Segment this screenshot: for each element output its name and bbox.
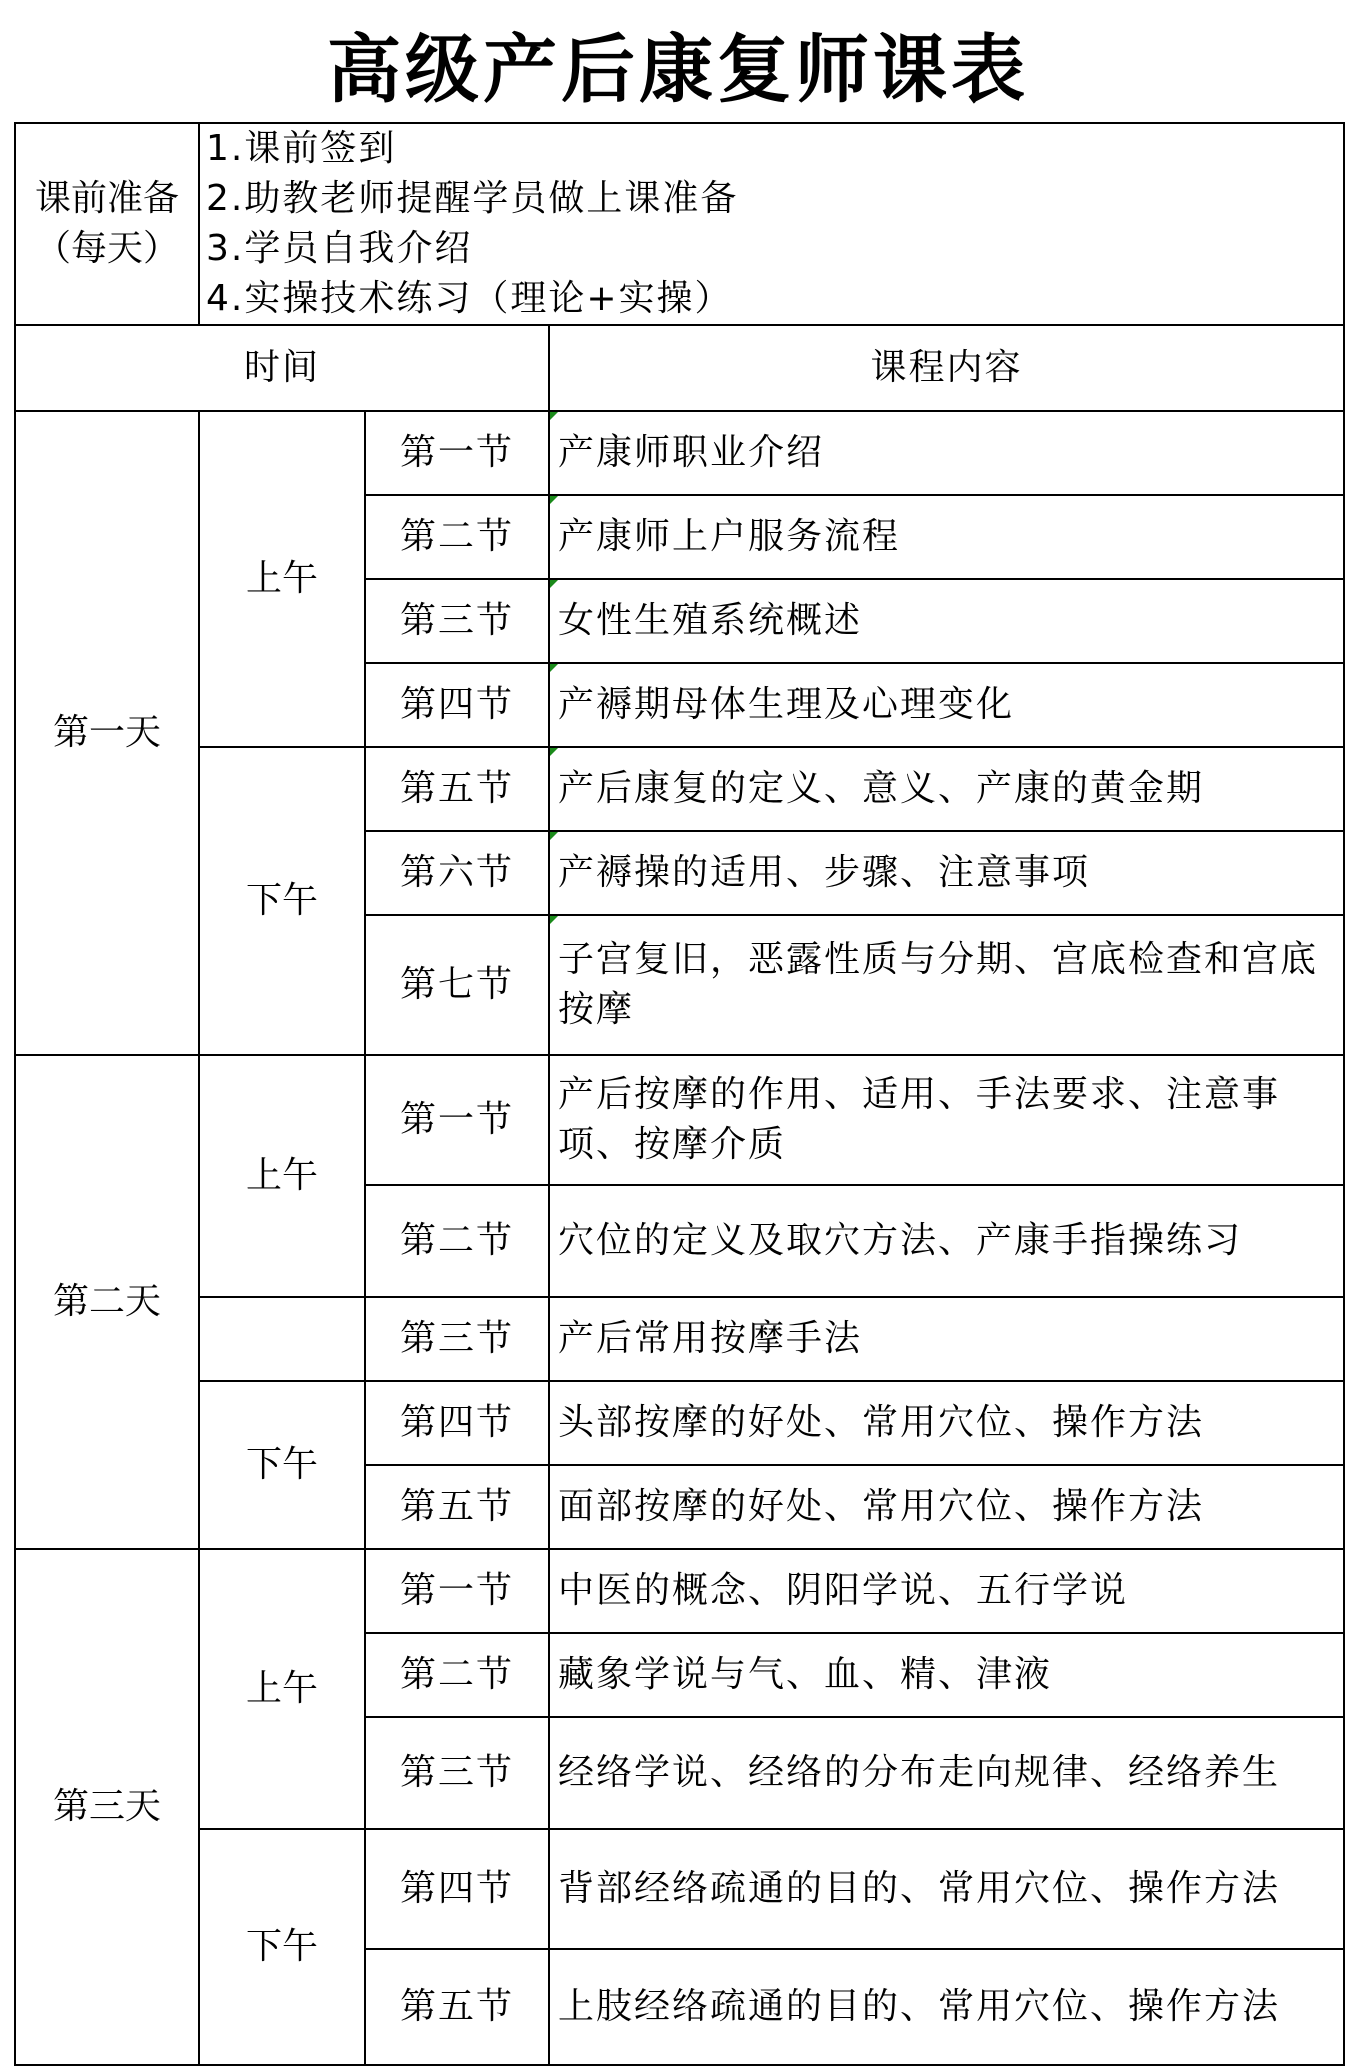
session-name: 第一节	[365, 411, 549, 495]
session-name: 第二节	[365, 495, 549, 579]
session-content: 产褥期母体生理及心理变化	[549, 663, 1344, 747]
period-label: 上午	[199, 411, 365, 747]
session-name: 第三节	[365, 1717, 549, 1829]
session-content: 产康师上户服务流程	[549, 495, 1344, 579]
session-content: 产后常用按摩手法	[549, 1297, 1344, 1381]
session-content: 经络学说、经络的分布走向规律、经络养生	[549, 1717, 1344, 1829]
session-content: 子宫复旧，恶露性质与分期、宫底检查和宫底按摩	[549, 915, 1344, 1055]
prep-item: 1.课前签到	[206, 128, 397, 169]
session-name: 第二节	[365, 1185, 549, 1297]
table-row	[15, 1297, 1344, 1381]
session-name: 第二节	[365, 1633, 549, 1717]
session-content: 女性生殖系统概述	[549, 579, 1344, 663]
prep-list-cell	[199, 123, 1344, 325]
session-name: 第一节	[365, 1055, 549, 1185]
period-label: 下午	[199, 747, 365, 1055]
session-content: 中医的概念、阴阳学说、五行学说	[549, 1549, 1344, 1633]
prep-label-line2: （每天）	[34, 228, 179, 269]
session-content: 上肢经络疏通的目的、常用穴位、操作方法	[549, 1949, 1344, 2065]
table-row	[15, 747, 1344, 831]
prep-row	[15, 123, 1344, 325]
day-label: 第三天	[15, 1549, 199, 2065]
session-name: 第三节	[365, 1297, 549, 1381]
session-content: 产后按摩的作用、适用、手法要求、注意事项、按摩介质	[549, 1055, 1344, 1185]
header-row	[15, 325, 1344, 411]
session-name: 第四节	[365, 1829, 549, 1949]
session-name: 第四节	[365, 1381, 549, 1465]
schedule-table	[14, 122, 1345, 2066]
session-name: 第四节	[365, 663, 549, 747]
prep-label-line1: 课前准备	[34, 178, 179, 219]
period-label: 下午	[199, 1381, 365, 1549]
session-content: 产后康复的定义、意义、产康的黄金期	[549, 747, 1344, 831]
table-row	[15, 1549, 1344, 1633]
session-content: 头部按摩的好处、常用穴位、操作方法	[549, 1381, 1344, 1465]
session-content: 面部按摩的好处、常用穴位、操作方法	[549, 1465, 1344, 1549]
time-header: 时间	[15, 325, 549, 411]
session-name: 第七节	[365, 915, 549, 1055]
session-name: 第三节	[365, 579, 549, 663]
prep-label-cell	[15, 123, 199, 325]
prep-item: 2.助教老师提醒学员做上课准备	[206, 178, 739, 219]
prep-item: 3.学员自我介绍	[206, 228, 473, 269]
session-content: 产康师职业介绍	[549, 411, 1344, 495]
period-label: 上午	[199, 1055, 365, 1297]
period-label: 上午	[199, 1549, 365, 1829]
day-label: 第二天	[15, 1055, 199, 1549]
table-row	[15, 1829, 1344, 1949]
session-name: 第五节	[365, 1465, 549, 1549]
session-name: 第六节	[365, 831, 549, 915]
day-label: 第一天	[15, 411, 199, 1055]
session-content: 背部经络疏通的目的、常用穴位、操作方法	[549, 1829, 1344, 1949]
session-content: 藏象学说与气、血、精、津液	[549, 1633, 1344, 1717]
session-content: 穴位的定义及取穴方法、产康手指操练习	[549, 1185, 1344, 1297]
period-label: 下午	[199, 1829, 365, 2065]
page-title: 高级产后康复师课表	[327, 27, 1029, 113]
empty-period-cell	[199, 1297, 365, 1381]
prep-item: 4.实操技术练习（理论+实操）	[206, 278, 733, 319]
session-name: 第一节	[365, 1549, 549, 1633]
content-header: 课程内容	[549, 325, 1344, 411]
session-content: 产褥操的适用、步骤、注意事项	[549, 831, 1344, 915]
session-name: 第五节	[365, 747, 549, 831]
table-row	[15, 1055, 1344, 1185]
session-name: 第五节	[365, 1949, 549, 2065]
table-row	[15, 1381, 1344, 1465]
table-row	[15, 411, 1344, 495]
